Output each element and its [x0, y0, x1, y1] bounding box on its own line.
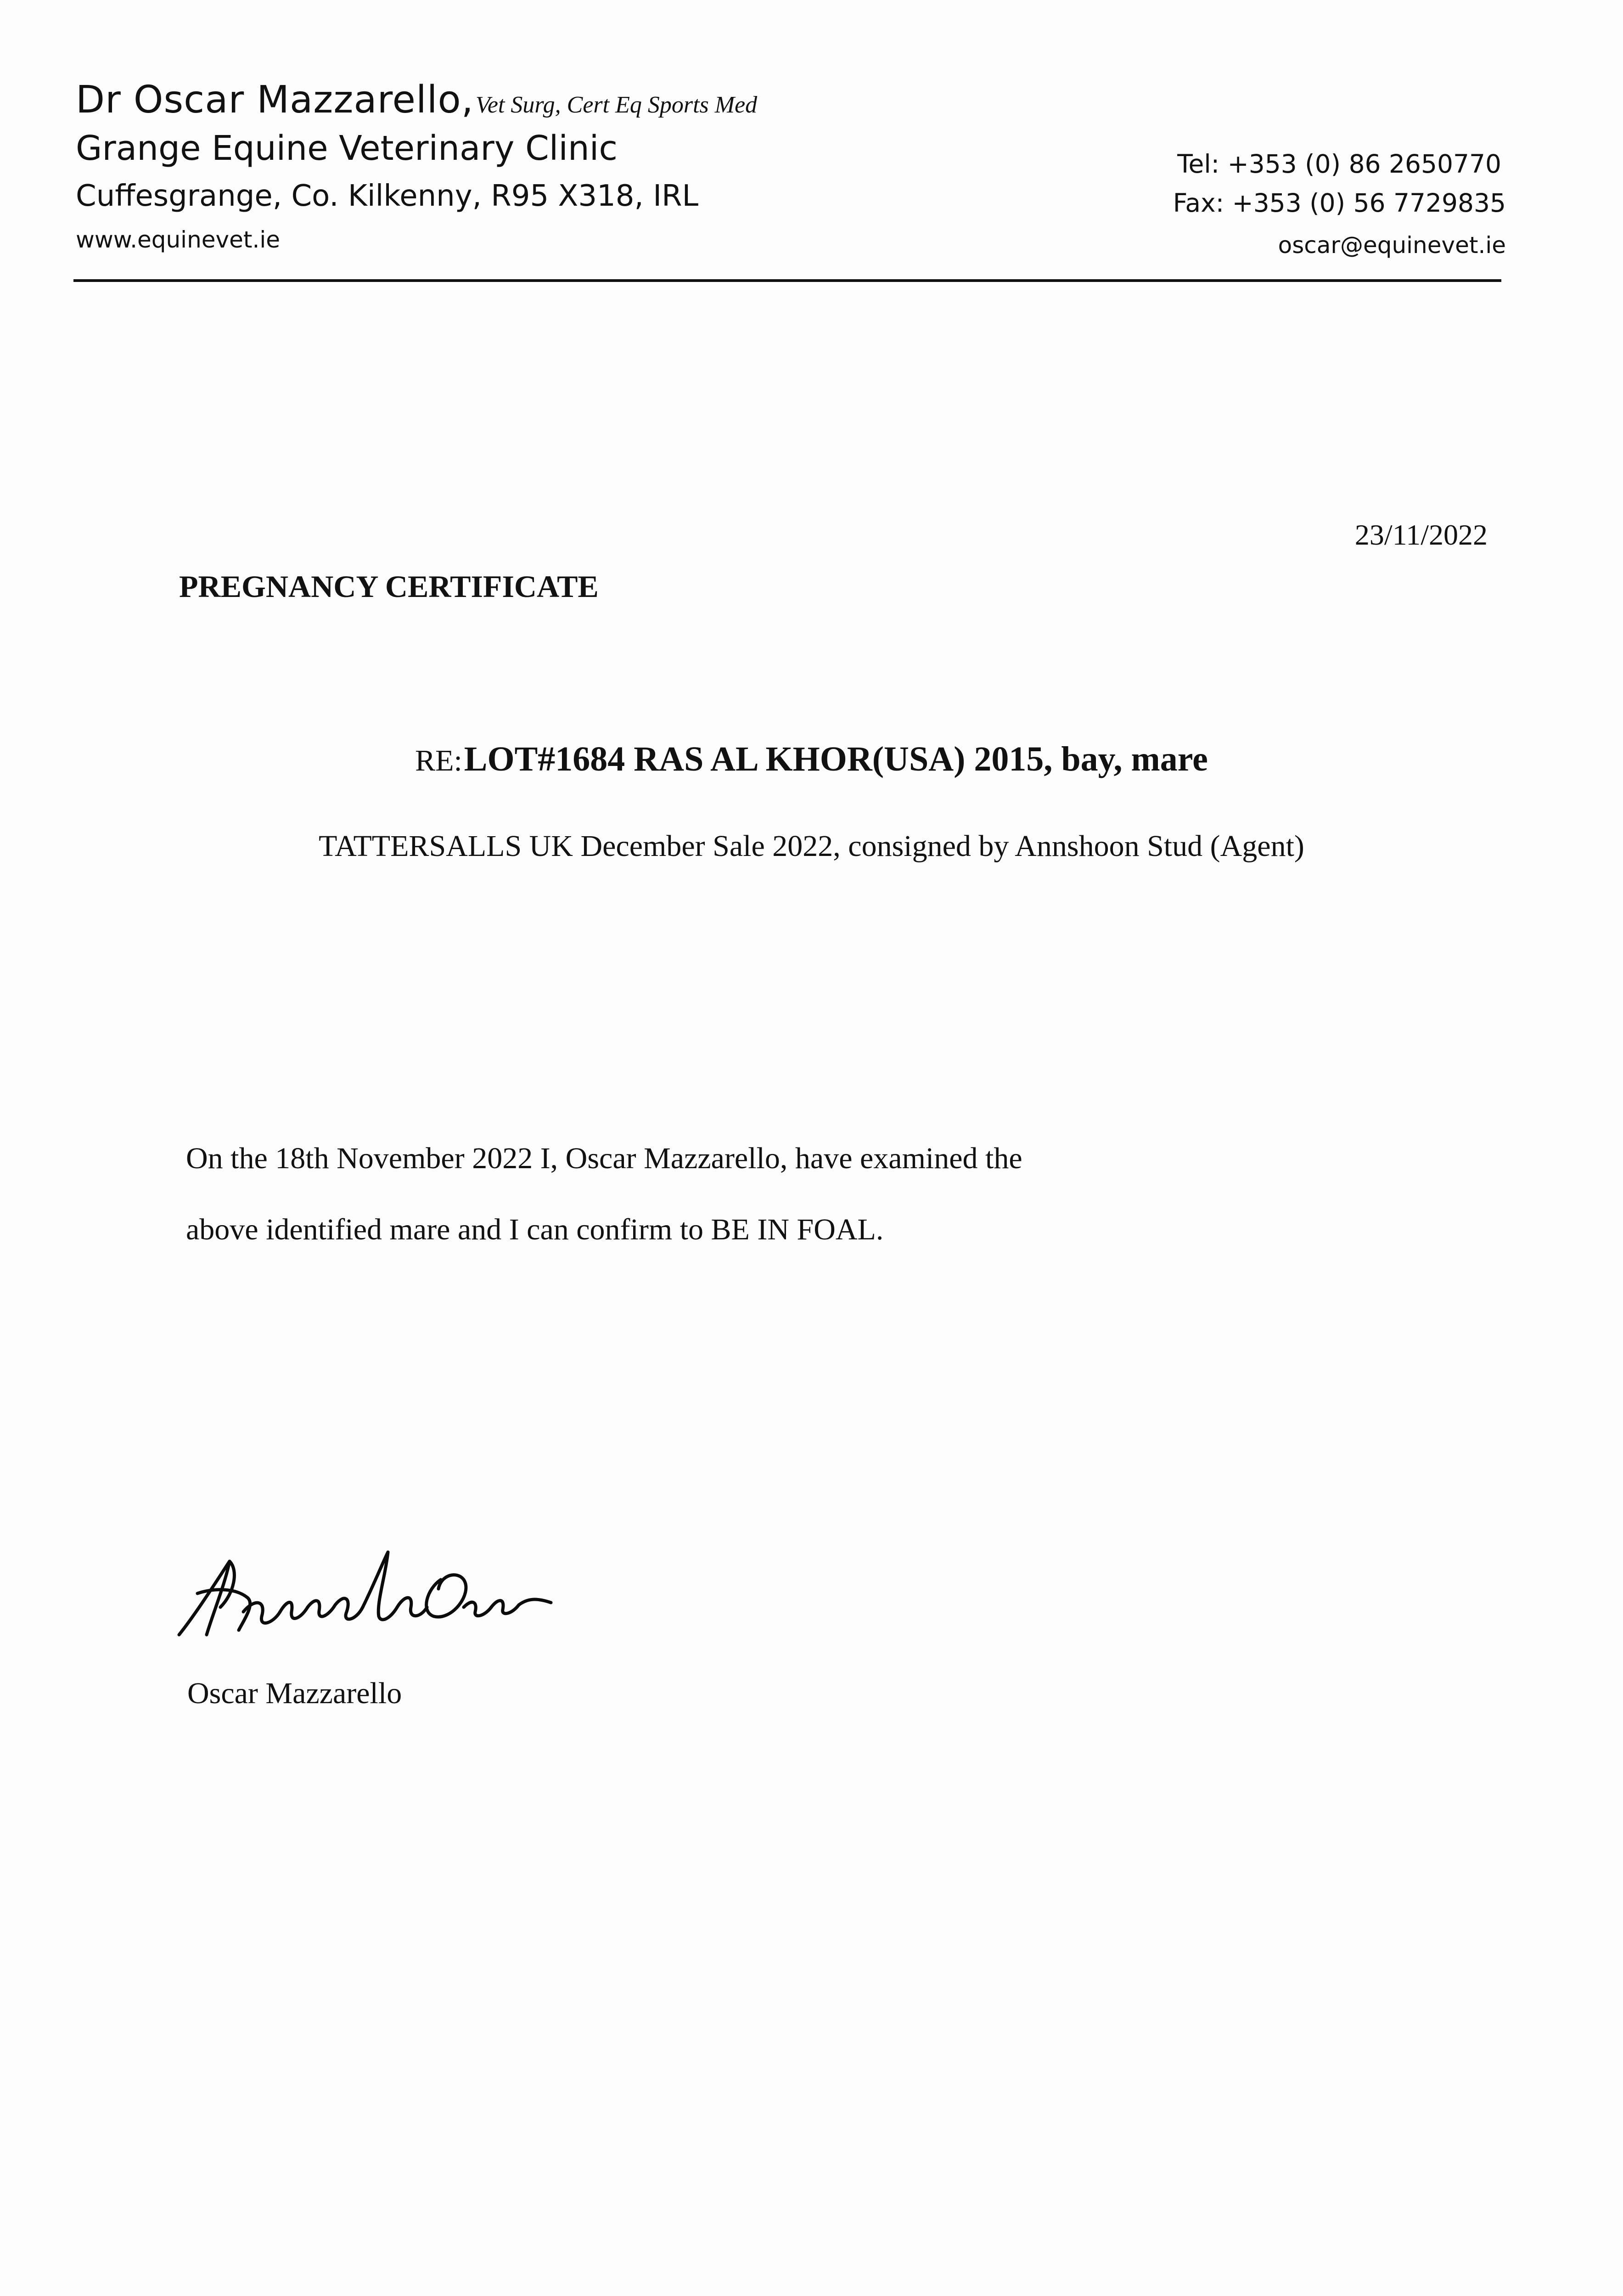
clinic-address: Cuffesgrange, Co. Kilkenny, R95 X318, IRL [76, 179, 699, 213]
lot-identification: LOT#1684 RAS AL KHOR(USA) 2015, bay, mare [464, 740, 1208, 778]
vet-credentials: Vet Surg, Cert Eq Sports Med [475, 92, 758, 118]
signer-name: Oscar Mazzarello [187, 1677, 402, 1710]
vet-name: Dr Oscar Mazzarello [76, 78, 461, 122]
telephone: Tel: +353 (0) 86 2650770 [1177, 149, 1501, 179]
certificate-title: PREGNANCY CERTIFICATE [179, 569, 599, 604]
reference-line [0, 739, 1623, 779]
name-separator: , [461, 78, 474, 122]
body-text-line-2: above identified mare and I can confirm to BE IN FOAL. [186, 1213, 884, 1246]
letterhead-name-line [76, 78, 757, 122]
clinic-name: Grange Equine Veterinary Clinic [76, 129, 618, 168]
fax: Fax: +353 (0) 56 7729835 [1173, 188, 1506, 218]
re-label: RE: [415, 744, 462, 777]
website-link[interactable]: www.equinevet.ie [76, 226, 281, 253]
certificate-date: 23/11/2022 [1354, 518, 1488, 551]
handwritten-signature [170, 1543, 556, 1649]
body-text-line-1: On the 18th November 2022 I, Oscar Mazzarello, have examined the [186, 1142, 1022, 1175]
header-divider [73, 279, 1501, 282]
email-link[interactable]: oscar@equinevet.ie [1278, 232, 1506, 259]
sale-details: TATTERSALLS UK December Sale 2022, consigned by Annshoon Stud (Agent) [319, 829, 1304, 863]
